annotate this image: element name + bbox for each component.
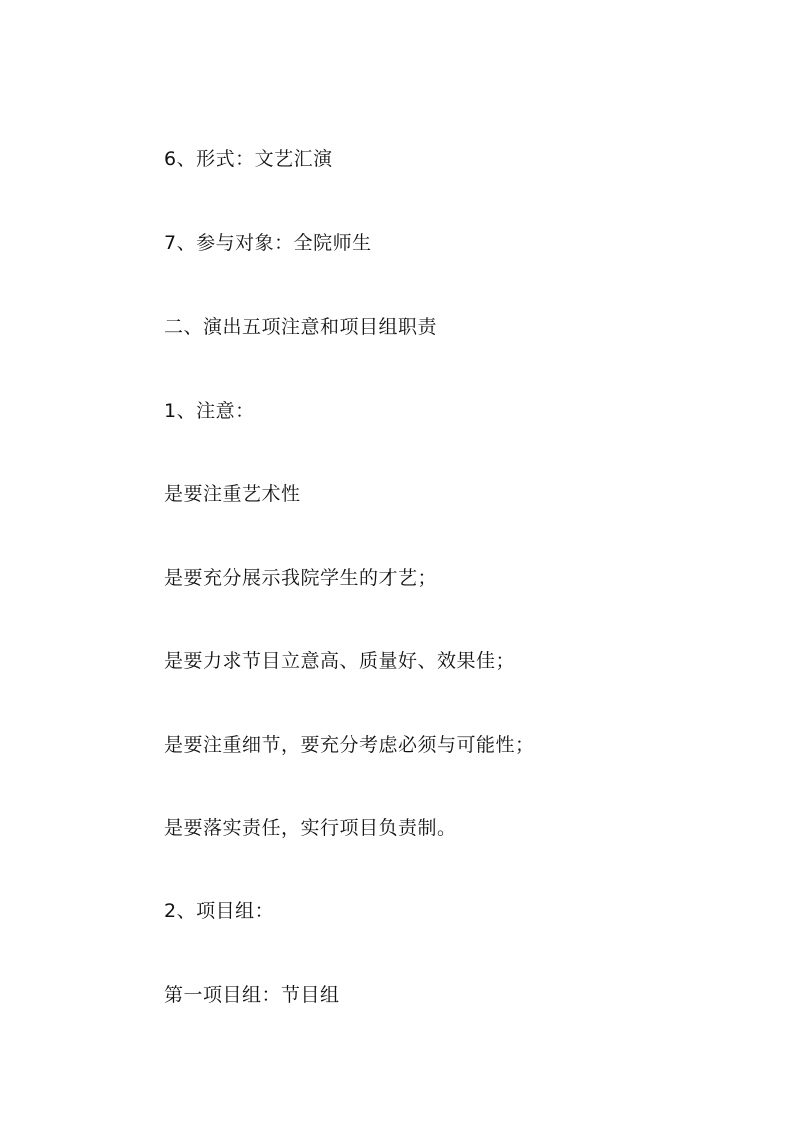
line-notes-heading: 1、注意：	[164, 400, 255, 422]
note-item-1: 是要注重艺术性	[164, 483, 301, 505]
note-item-5: 是要落实责任，实行项目负责制。	[164, 817, 457, 839]
line-participants: 7、参与对象：全院师生	[164, 232, 372, 254]
line-groups-heading: 2、项目组：	[164, 900, 275, 922]
section-heading: 二、演出五项注意和项目组职责	[164, 316, 438, 338]
line-format: 6、形式：文艺汇演	[164, 148, 333, 170]
note-item-4: 是要注重细节，要充分考虑必须与可能性；	[164, 734, 535, 756]
note-item-2: 是要充分展示我院学生的才艺；	[164, 567, 438, 589]
group-item-1: 第一项目组：节目组	[164, 984, 340, 1006]
note-item-3: 是要力求节目立意高、质量好、效果佳；	[164, 650, 516, 672]
